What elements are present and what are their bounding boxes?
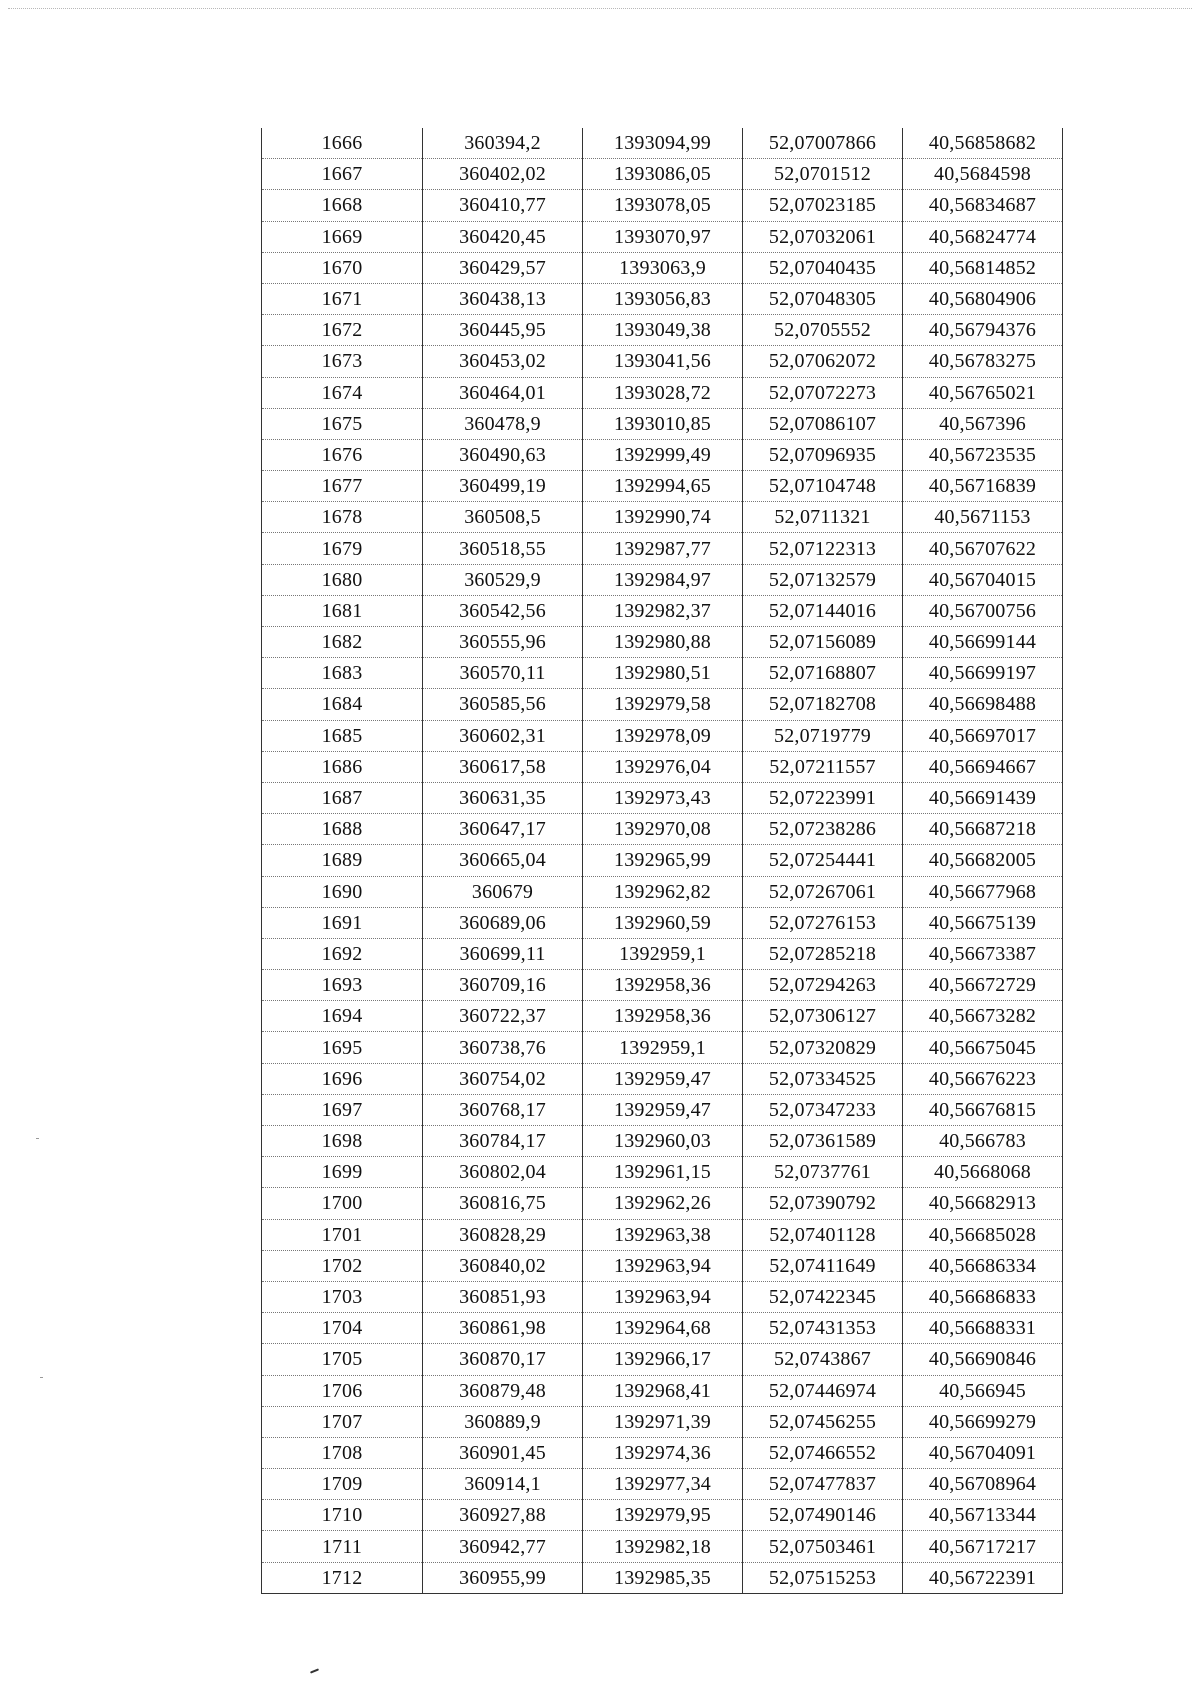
table-row: [262, 159, 1063, 190]
longitude-cell: 40,56688331: [903, 1313, 1063, 1344]
x-coordinate-cell: 360508,5: [423, 502, 583, 533]
longitude-cell: 40,56677968: [903, 876, 1063, 907]
latitude-cell: 52,07477837: [743, 1469, 903, 1500]
y-coordinate-cell: 1392974,36: [583, 1437, 743, 1468]
longitude-cell: 40,5671153: [903, 502, 1063, 533]
pen-mark: [310, 1668, 319, 1673]
point-number-cell: 1698: [262, 1126, 423, 1157]
y-coordinate-cell: 1392959,47: [583, 1063, 743, 1094]
table-row: [262, 1469, 1063, 1500]
x-coordinate-cell: 360665,04: [423, 845, 583, 876]
point-number-cell: 1705: [262, 1344, 423, 1375]
point-number-cell: 1683: [262, 658, 423, 689]
point-number-cell: 1675: [262, 408, 423, 439]
longitude-cell: 40,56704091: [903, 1437, 1063, 1468]
coordinates-table-body: [262, 128, 1063, 1593]
latitude-cell: 52,07490146: [743, 1500, 903, 1531]
y-coordinate-cell: 1392976,04: [583, 751, 743, 782]
table-row: [262, 1500, 1063, 1531]
y-coordinate-cell: 1393028,72: [583, 377, 743, 408]
y-coordinate-cell: 1392994,65: [583, 471, 743, 502]
x-coordinate-cell: 360410,77: [423, 190, 583, 221]
table-row: [262, 1126, 1063, 1157]
longitude-cell: 40,56675139: [903, 907, 1063, 938]
y-coordinate-cell: 1392961,15: [583, 1157, 743, 1188]
x-coordinate-cell: 360617,58: [423, 751, 583, 782]
y-coordinate-cell: 1393010,85: [583, 408, 743, 439]
y-coordinate-cell: 1392973,43: [583, 782, 743, 813]
point-number-cell: 1671: [262, 283, 423, 314]
longitude-cell: 40,56673282: [903, 1001, 1063, 1032]
longitude-cell: 40,56687218: [903, 814, 1063, 845]
table-row: [262, 502, 1063, 533]
point-number-cell: 1691: [262, 907, 423, 938]
longitude-cell: 40,56685028: [903, 1219, 1063, 1250]
point-number-cell: 1695: [262, 1032, 423, 1063]
table-row: [262, 814, 1063, 845]
y-coordinate-cell: 1392966,17: [583, 1344, 743, 1375]
latitude-cell: 52,07306127: [743, 1001, 903, 1032]
point-number-cell: 1684: [262, 689, 423, 720]
x-coordinate-cell: 360738,76: [423, 1032, 583, 1063]
latitude-cell: 52,07096935: [743, 439, 903, 470]
longitude-cell: 40,56700756: [903, 595, 1063, 626]
latitude-cell: 52,0719779: [743, 720, 903, 751]
point-number-cell: 1707: [262, 1406, 423, 1437]
point-number-cell: 1697: [262, 1094, 423, 1125]
y-coordinate-cell: 1392959,1: [583, 938, 743, 969]
table-row: [262, 1437, 1063, 1468]
latitude-cell: 52,07390792: [743, 1188, 903, 1219]
y-coordinate-cell: 1392960,59: [583, 907, 743, 938]
y-coordinate-cell: 1392959,1: [583, 1032, 743, 1063]
y-coordinate-cell: 1392982,37: [583, 595, 743, 626]
point-number-cell: 1711: [262, 1531, 423, 1562]
point-number-cell: 1694: [262, 1001, 423, 1032]
latitude-cell: 52,07466552: [743, 1437, 903, 1468]
longitude-cell: 40,56783275: [903, 346, 1063, 377]
latitude-cell: 52,07168807: [743, 658, 903, 689]
latitude-cell: 52,07086107: [743, 408, 903, 439]
point-number-cell: 1699: [262, 1157, 423, 1188]
x-coordinate-cell: 360570,11: [423, 658, 583, 689]
latitude-cell: 52,07285218: [743, 938, 903, 969]
longitude-cell: 40,56699279: [903, 1406, 1063, 1437]
table-row: [262, 595, 1063, 626]
x-coordinate-cell: 360889,9: [423, 1406, 583, 1437]
x-coordinate-cell: 360555,96: [423, 627, 583, 658]
longitude-cell: 40,56717217: [903, 1531, 1063, 1562]
point-number-cell: 1685: [262, 720, 423, 751]
table-row: [262, 1531, 1063, 1562]
x-coordinate-cell: 360420,45: [423, 221, 583, 252]
table-row: [262, 564, 1063, 595]
longitude-cell: 40,5668068: [903, 1157, 1063, 1188]
longitude-cell: 40,56672729: [903, 970, 1063, 1001]
longitude-cell: 40,56691439: [903, 782, 1063, 813]
y-coordinate-cell: 1392963,38: [583, 1219, 743, 1250]
y-coordinate-cell: 1392985,35: [583, 1562, 743, 1593]
y-coordinate-cell: 1392958,36: [583, 970, 743, 1001]
longitude-cell: 40,56690846: [903, 1344, 1063, 1375]
latitude-cell: 52,0705552: [743, 315, 903, 346]
point-number-cell: 1682: [262, 627, 423, 658]
y-coordinate-cell: 1392959,47: [583, 1094, 743, 1125]
point-number-cell: 1687: [262, 782, 423, 813]
x-coordinate-cell: 360689,06: [423, 907, 583, 938]
latitude-cell: 52,0701512: [743, 159, 903, 190]
latitude-cell: 52,07422345: [743, 1281, 903, 1312]
table-row: [262, 439, 1063, 470]
latitude-cell: 52,07238286: [743, 814, 903, 845]
latitude-cell: 52,07104748: [743, 471, 903, 502]
scan-top-edge-rule: [8, 8, 1192, 9]
latitude-cell: 52,0711321: [743, 502, 903, 533]
y-coordinate-cell: 1392999,49: [583, 439, 743, 470]
longitude-cell: 40,56686833: [903, 1281, 1063, 1312]
coordinates-table: [261, 128, 1063, 1594]
table-row: [262, 1406, 1063, 1437]
x-coordinate-cell: 360828,29: [423, 1219, 583, 1250]
point-number-cell: 1693: [262, 970, 423, 1001]
x-coordinate-cell: 360453,02: [423, 346, 583, 377]
y-coordinate-cell: 1392965,99: [583, 845, 743, 876]
latitude-cell: 52,07211557: [743, 751, 903, 782]
x-coordinate-cell: 360861,98: [423, 1313, 583, 1344]
table-row: [262, 1281, 1063, 1312]
longitude-cell: 40,56814852: [903, 252, 1063, 283]
x-coordinate-cell: 360631,35: [423, 782, 583, 813]
x-coordinate-cell: 360647,17: [423, 814, 583, 845]
longitude-cell: 40,56834687: [903, 190, 1063, 221]
point-number-cell: 1708: [262, 1437, 423, 1468]
longitude-cell: 40,56713344: [903, 1500, 1063, 1531]
x-coordinate-cell: 360478,9: [423, 408, 583, 439]
latitude-cell: 52,07446974: [743, 1375, 903, 1406]
table-row: [262, 408, 1063, 439]
y-coordinate-cell: 1392984,97: [583, 564, 743, 595]
point-number-cell: 1688: [262, 814, 423, 845]
latitude-cell: 52,07132579: [743, 564, 903, 595]
longitude-cell: 40,56698488: [903, 689, 1063, 720]
point-number-cell: 1669: [262, 221, 423, 252]
x-coordinate-cell: 360464,01: [423, 377, 583, 408]
longitude-cell: 40,56722391: [903, 1562, 1063, 1593]
table-row: [262, 346, 1063, 377]
table-row: [262, 533, 1063, 564]
longitude-cell: 40,56686334: [903, 1250, 1063, 1281]
latitude-cell: 52,07267061: [743, 876, 903, 907]
latitude-cell: 52,07503461: [743, 1531, 903, 1562]
point-number-cell: 1680: [262, 564, 423, 595]
longitude-cell: 40,56699197: [903, 658, 1063, 689]
y-coordinate-cell: 1393070,97: [583, 221, 743, 252]
longitude-cell: 40,56707622: [903, 533, 1063, 564]
longitude-cell: 40,56704015: [903, 564, 1063, 595]
x-coordinate-cell: 360768,17: [423, 1094, 583, 1125]
y-coordinate-cell: 1393078,05: [583, 190, 743, 221]
y-coordinate-cell: 1392962,26: [583, 1188, 743, 1219]
x-coordinate-cell: 360879,48: [423, 1375, 583, 1406]
point-number-cell: 1686: [262, 751, 423, 782]
x-coordinate-cell: 360942,77: [423, 1531, 583, 1562]
latitude-cell: 52,07294263: [743, 970, 903, 1001]
point-number-cell: 1668: [262, 190, 423, 221]
point-number-cell: 1710: [262, 1500, 423, 1531]
table-row: [262, 1344, 1063, 1375]
x-coordinate-cell: 360529,9: [423, 564, 583, 595]
table-row: [262, 689, 1063, 720]
table-row: [262, 1188, 1063, 1219]
latitude-cell: 52,07032061: [743, 221, 903, 252]
longitude-cell: 40,56804906: [903, 283, 1063, 314]
point-number-cell: 1681: [262, 595, 423, 626]
y-coordinate-cell: 1393041,56: [583, 346, 743, 377]
y-coordinate-cell: 1392963,94: [583, 1281, 743, 1312]
x-coordinate-cell: 360754,02: [423, 1063, 583, 1094]
y-coordinate-cell: 1393086,05: [583, 159, 743, 190]
point-number-cell: 1712: [262, 1562, 423, 1593]
x-coordinate-cell: 360927,88: [423, 1500, 583, 1531]
table-row: [262, 1313, 1063, 1344]
x-coordinate-cell: 360602,31: [423, 720, 583, 751]
point-number-cell: 1696: [262, 1063, 423, 1094]
x-coordinate-cell: 360802,04: [423, 1157, 583, 1188]
x-coordinate-cell: 360394,2: [423, 128, 583, 159]
table-row: [262, 751, 1063, 782]
x-coordinate-cell: 360784,17: [423, 1126, 583, 1157]
y-coordinate-cell: 1392964,68: [583, 1313, 743, 1344]
longitude-cell: 40,56765021: [903, 377, 1063, 408]
table-row: [262, 252, 1063, 283]
y-coordinate-cell: 1392970,08: [583, 814, 743, 845]
y-coordinate-cell: 1392963,94: [583, 1250, 743, 1281]
longitude-cell: 40,56682005: [903, 845, 1063, 876]
latitude-cell: 52,07431353: [743, 1313, 903, 1344]
longitude-cell: 40,56697017: [903, 720, 1063, 751]
longitude-cell: 40,56723535: [903, 439, 1063, 470]
table-row: [262, 1032, 1063, 1063]
latitude-cell: 52,0743867: [743, 1344, 903, 1375]
y-coordinate-cell: 1393056,83: [583, 283, 743, 314]
longitude-cell: 40,56673387: [903, 938, 1063, 969]
latitude-cell: 52,07122313: [743, 533, 903, 564]
table-row: [262, 1063, 1063, 1094]
y-coordinate-cell: 1392960,03: [583, 1126, 743, 1157]
latitude-cell: 52,07144016: [743, 595, 903, 626]
table-row: [262, 315, 1063, 346]
y-coordinate-cell: 1392987,77: [583, 533, 743, 564]
y-coordinate-cell: 1392978,09: [583, 720, 743, 751]
y-coordinate-cell: 1392979,58: [583, 689, 743, 720]
y-coordinate-cell: 1392979,95: [583, 1500, 743, 1531]
point-number-cell: 1673: [262, 346, 423, 377]
y-coordinate-cell: 1392962,82: [583, 876, 743, 907]
table-row: [262, 1001, 1063, 1032]
point-number-cell: 1670: [262, 252, 423, 283]
point-number-cell: 1676: [262, 439, 423, 470]
longitude-cell: 40,56794376: [903, 315, 1063, 346]
latitude-cell: 52,07040435: [743, 252, 903, 283]
longitude-cell: 40,56716839: [903, 471, 1063, 502]
latitude-cell: 52,07347233: [743, 1094, 903, 1125]
x-coordinate-cell: 360709,16: [423, 970, 583, 1001]
x-coordinate-cell: 360402,02: [423, 159, 583, 190]
longitude-cell: 40,56694667: [903, 751, 1063, 782]
latitude-cell: 52,07401128: [743, 1219, 903, 1250]
point-number-cell: 1679: [262, 533, 423, 564]
point-number-cell: 1706: [262, 1375, 423, 1406]
longitude-cell: 40,56858682: [903, 128, 1063, 159]
table-row: [262, 876, 1063, 907]
table-row: [262, 1375, 1063, 1406]
y-coordinate-cell: 1392982,18: [583, 1531, 743, 1562]
latitude-cell: 52,07456255: [743, 1406, 903, 1437]
longitude-cell: 40,56699144: [903, 627, 1063, 658]
longitude-cell: 40,56682913: [903, 1188, 1063, 1219]
table-row: [262, 190, 1063, 221]
point-number-cell: 1700: [262, 1188, 423, 1219]
table-row: [262, 1250, 1063, 1281]
y-coordinate-cell: 1392980,51: [583, 658, 743, 689]
x-coordinate-cell: 360870,17: [423, 1344, 583, 1375]
latitude-cell: 52,07254441: [743, 845, 903, 876]
y-coordinate-cell: 1392990,74: [583, 502, 743, 533]
y-coordinate-cell: 1393063,9: [583, 252, 743, 283]
point-number-cell: 1689: [262, 845, 423, 876]
point-number-cell: 1703: [262, 1281, 423, 1312]
table-row: [262, 471, 1063, 502]
table-row: [262, 907, 1063, 938]
table-row: [262, 845, 1063, 876]
x-coordinate-cell: 360438,13: [423, 283, 583, 314]
table-row: [262, 938, 1063, 969]
y-coordinate-cell: 1393094,99: [583, 128, 743, 159]
x-coordinate-cell: 360901,45: [423, 1437, 583, 1468]
x-coordinate-cell: 360518,55: [423, 533, 583, 564]
table-row: [262, 720, 1063, 751]
y-coordinate-cell: 1392968,41: [583, 1375, 743, 1406]
point-number-cell: 1677: [262, 471, 423, 502]
longitude-cell: 40,566945: [903, 1375, 1063, 1406]
latitude-cell: 52,07515253: [743, 1562, 903, 1593]
table-row: [262, 658, 1063, 689]
y-coordinate-cell: 1392971,39: [583, 1406, 743, 1437]
longitude-cell: 40,56676815: [903, 1094, 1063, 1125]
point-number-cell: 1690: [262, 876, 423, 907]
table-row: [262, 221, 1063, 252]
table-row: [262, 782, 1063, 813]
longitude-cell: 40,5684598: [903, 159, 1063, 190]
longitude-cell: 40,56708964: [903, 1469, 1063, 1500]
x-coordinate-cell: 360955,99: [423, 1562, 583, 1593]
latitude-cell: 52,07334525: [743, 1063, 903, 1094]
x-coordinate-cell: 360840,02: [423, 1250, 583, 1281]
point-number-cell: 1667: [262, 159, 423, 190]
x-coordinate-cell: 360499,19: [423, 471, 583, 502]
latitude-cell: 52,07361589: [743, 1126, 903, 1157]
latitude-cell: 52,07411649: [743, 1250, 903, 1281]
longitude-cell: 40,56824774: [903, 221, 1063, 252]
table-row: [262, 128, 1063, 159]
point-number-cell: 1678: [262, 502, 423, 533]
latitude-cell: 52,07320829: [743, 1032, 903, 1063]
latitude-cell: 52,07048305: [743, 283, 903, 314]
latitude-cell: 52,0737761: [743, 1157, 903, 1188]
table-row: [262, 1219, 1063, 1250]
table-row: [262, 1562, 1063, 1593]
table-row: [262, 1157, 1063, 1188]
y-coordinate-cell: 1393049,38: [583, 315, 743, 346]
x-coordinate-cell: 360699,11: [423, 938, 583, 969]
x-coordinate-cell: 360585,56: [423, 689, 583, 720]
latitude-cell: 52,07007866: [743, 128, 903, 159]
longitude-cell: 40,566783: [903, 1126, 1063, 1157]
table-row: [262, 627, 1063, 658]
x-coordinate-cell: 360679: [423, 876, 583, 907]
point-number-cell: 1666: [262, 128, 423, 159]
latitude-cell: 52,07156089: [743, 627, 903, 658]
point-number-cell: 1672: [262, 315, 423, 346]
x-coordinate-cell: 360722,37: [423, 1001, 583, 1032]
latitude-cell: 52,07182708: [743, 689, 903, 720]
point-number-cell: 1704: [262, 1313, 423, 1344]
latitude-cell: 52,07223991: [743, 782, 903, 813]
point-number-cell: 1701: [262, 1219, 423, 1250]
point-number-cell: 1709: [262, 1469, 423, 1500]
longitude-cell: 40,56675045: [903, 1032, 1063, 1063]
latitude-cell: 52,07023185: [743, 190, 903, 221]
y-coordinate-cell: 1392958,36: [583, 1001, 743, 1032]
x-coordinate-cell: 360429,57: [423, 252, 583, 283]
latitude-cell: 52,07062072: [743, 346, 903, 377]
x-coordinate-cell: 360851,93: [423, 1281, 583, 1312]
x-coordinate-cell: 360490,63: [423, 439, 583, 470]
y-coordinate-cell: 1392980,88: [583, 627, 743, 658]
table-row: [262, 970, 1063, 1001]
latitude-cell: 52,07276153: [743, 907, 903, 938]
x-coordinate-cell: 360542,56: [423, 595, 583, 626]
point-number-cell: 1702: [262, 1250, 423, 1281]
longitude-cell: 40,567396: [903, 408, 1063, 439]
point-number-cell: 1692: [262, 938, 423, 969]
longitude-cell: 40,56676223: [903, 1063, 1063, 1094]
point-number-cell: 1674: [262, 377, 423, 408]
x-coordinate-cell: 360914,1: [423, 1469, 583, 1500]
table-row: [262, 377, 1063, 408]
latitude-cell: 52,07072273: [743, 377, 903, 408]
table-row: [262, 1094, 1063, 1125]
margin-dot: [40, 1377, 43, 1378]
y-coordinate-cell: 1392977,34: [583, 1469, 743, 1500]
x-coordinate-cell: 360445,95: [423, 315, 583, 346]
x-coordinate-cell: 360816,75: [423, 1188, 583, 1219]
margin-dot: [36, 1138, 39, 1139]
table-row: [262, 283, 1063, 314]
